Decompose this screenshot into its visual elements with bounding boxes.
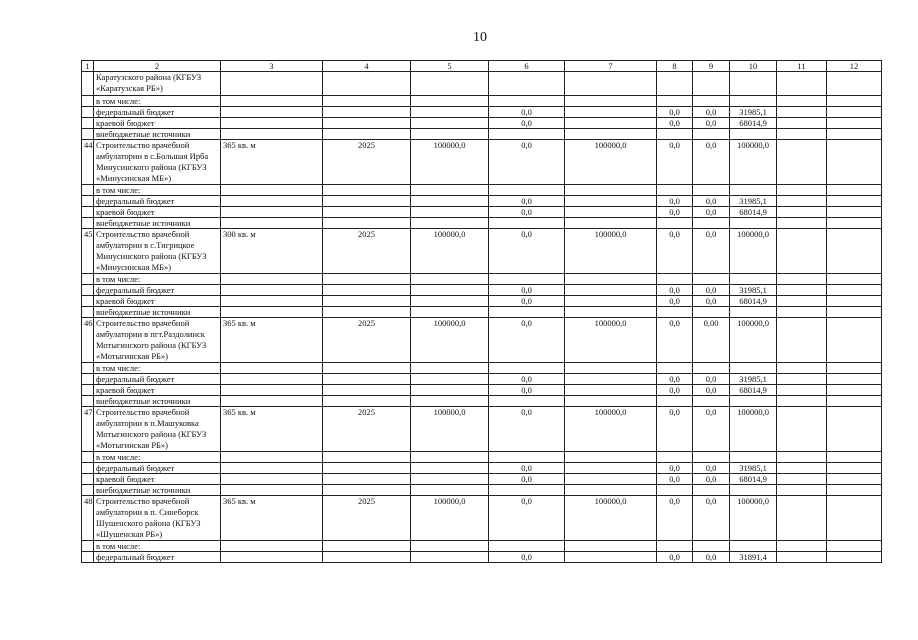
- value-cell: 31985,1: [730, 285, 777, 296]
- header-cell: 10: [730, 61, 777, 72]
- value-cell: 0,0: [657, 107, 693, 118]
- value-cell: 100000,0: [730, 229, 777, 274]
- header-cell: 11: [777, 61, 827, 72]
- header-cell: 4: [323, 61, 411, 72]
- value-cell: 100000,0: [411, 318, 489, 363]
- regional-row: [82, 385, 882, 396]
- value-cell: 0,0: [693, 196, 730, 207]
- extrabudget-row: [82, 396, 882, 407]
- value-cell: 0,0: [693, 107, 730, 118]
- value-cell: 0,0: [657, 474, 693, 485]
- value-cell: 68014,9: [730, 118, 777, 129]
- value-cell: 0,0: [489, 229, 565, 274]
- value-cell: 0,0: [489, 463, 565, 474]
- item-name: Строительство врачебной амбулатории в п.Машуковка Мотыгинского района (КГБУЗ «Мотыгинская РБ»): [94, 407, 221, 452]
- value-cell: 0,0: [657, 552, 693, 563]
- item-row: [82, 318, 882, 363]
- value-cell: 0,0: [489, 196, 565, 207]
- value-cell: 0,0: [657, 318, 693, 363]
- value-cell: 0,0: [657, 296, 693, 307]
- value-cell: 0,0: [693, 229, 730, 274]
- value-cell: 0,0: [657, 374, 693, 385]
- value-cell: 0,0: [657, 496, 693, 541]
- item-area: 300 кв. м: [221, 229, 323, 274]
- extrabudget-label: внебюджетные источники: [94, 485, 221, 496]
- federal-row: [82, 552, 882, 563]
- item-row: [82, 140, 882, 185]
- regional-row: [82, 474, 882, 485]
- incl-row: [82, 541, 882, 552]
- item-number: 47: [82, 407, 94, 452]
- incl-label: в том числе:: [94, 363, 221, 374]
- item-name: Каратузского района (КГБУЗ «Каратузская РБ»): [94, 72, 221, 96]
- federal-label: федеральный бюджет: [94, 463, 221, 474]
- value-cell: 0,0: [489, 285, 565, 296]
- regional-label: краевой бюджет: [94, 385, 221, 396]
- item-number: 46: [82, 318, 94, 363]
- federal-row: [82, 107, 882, 118]
- value-cell: 31985,1: [730, 463, 777, 474]
- value-cell: 0,0: [693, 463, 730, 474]
- header-row: [82, 61, 882, 72]
- value-cell: 0,0: [657, 463, 693, 474]
- value-cell: 0,0: [657, 407, 693, 452]
- item-row: [82, 496, 882, 541]
- value-cell: 0,0: [489, 207, 565, 218]
- extrabudget-row: [82, 218, 882, 229]
- item-name: Строительство врачебной амбулатории в с.Большая Ирба Минусинского района (КГБУЗ «Минусинская МБ»): [94, 140, 221, 185]
- incl-row: [82, 363, 882, 374]
- value-cell: 0,0: [489, 296, 565, 307]
- extrabudget-label: внебюджетные источники: [94, 396, 221, 407]
- item-area: 365 кв. м: [221, 496, 323, 541]
- value-cell: 0,0: [489, 107, 565, 118]
- item-name: Строительство врачебной амбулатории в с.Тигрицкое Минусинского района (КГБУЗ «Минусинская МБ»): [94, 229, 221, 274]
- value-cell: 0,0: [693, 407, 730, 452]
- item-name: Строительство врачебной амбулатории в пгт.Раздолинск Мотыгинского района (КГБУЗ «Мотыгинская РБ»): [94, 318, 221, 363]
- regional-label: краевой бюджет: [94, 118, 221, 129]
- item-number: 45: [82, 229, 94, 274]
- item-year: 2025: [323, 140, 411, 185]
- header-cell: 5: [411, 61, 489, 72]
- value-cell: 100000,0: [411, 140, 489, 185]
- value-cell: 0,0: [657, 196, 693, 207]
- federal-row: [82, 374, 882, 385]
- incl-row: [82, 185, 882, 196]
- value-cell: 100000,0: [565, 229, 657, 274]
- value-cell: 0,0: [489, 552, 565, 563]
- header-cell: 1: [82, 61, 94, 72]
- value-cell: 0,0: [693, 385, 730, 396]
- federal-label: федеральный бюджет: [94, 107, 221, 118]
- value-cell: 100000,0: [565, 407, 657, 452]
- value-cell: 100000,0: [565, 140, 657, 185]
- value-cell: 100000,0: [411, 496, 489, 541]
- item-area: 365 кв. м: [221, 407, 323, 452]
- item-row: [82, 407, 882, 452]
- value-cell: 0,0: [489, 118, 565, 129]
- value-cell: 68014,9: [730, 385, 777, 396]
- value-cell: 0,0: [489, 374, 565, 385]
- value-cell: 100000,0: [565, 496, 657, 541]
- extrabudget-label: внебюджетные источники: [94, 129, 221, 140]
- item-number: 44: [82, 140, 94, 185]
- federal-label: федеральный бюджет: [94, 552, 221, 563]
- value-cell: 68014,9: [730, 474, 777, 485]
- item-area: 365 кв. м: [221, 318, 323, 363]
- regional-label: краевой бюджет: [94, 474, 221, 485]
- value-cell: 68014,9: [730, 207, 777, 218]
- incl-label: в том числе:: [94, 96, 221, 107]
- header-cell: 6: [489, 61, 565, 72]
- extrabudget-row: [82, 485, 882, 496]
- regional-label: краевой бюджет: [94, 296, 221, 307]
- incl-label: в том числе:: [94, 541, 221, 552]
- value-cell: 0,0: [693, 285, 730, 296]
- federal-row: [82, 196, 882, 207]
- header-cell: 7: [565, 61, 657, 72]
- item-year: 2025: [323, 496, 411, 541]
- value-cell: 0,0: [657, 229, 693, 274]
- item-row: [82, 72, 882, 96]
- value-cell: 0,0: [489, 318, 565, 363]
- item-number: 48: [82, 496, 94, 541]
- item-year: 2025: [323, 407, 411, 452]
- incl-row: [82, 452, 882, 463]
- value-cell: 31985,1: [730, 196, 777, 207]
- federal-label: федеральный бюджет: [94, 374, 221, 385]
- item-year: 2025: [323, 229, 411, 274]
- value-cell: 0,0: [693, 118, 730, 129]
- federal-row: [82, 285, 882, 296]
- header-cell: 3: [221, 61, 323, 72]
- header-cell: 8: [657, 61, 693, 72]
- value-cell: 0,0: [489, 474, 565, 485]
- regional-row: [82, 118, 882, 129]
- value-cell: 0,0: [489, 140, 565, 185]
- incl-row: [82, 274, 882, 285]
- regional-label: краевой бюджет: [94, 207, 221, 218]
- value-cell: 100000,0: [411, 229, 489, 274]
- incl-row: [82, 96, 882, 107]
- value-cell: 0,0: [693, 140, 730, 185]
- value-cell: 0,0: [693, 474, 730, 485]
- header-cell: 9: [693, 61, 730, 72]
- value-cell: 100000,0: [730, 496, 777, 541]
- value-cell: 100000,0: [730, 318, 777, 363]
- value-cell: 0,0: [657, 140, 693, 185]
- value-cell: 0,0: [693, 207, 730, 218]
- regional-row: [82, 296, 882, 307]
- item-name: Строительство врачебной амбулатории в п. Синеборск Шушенского района (КГБУЗ «Шушенская РБ»): [94, 496, 221, 541]
- value-cell: 0,0: [657, 285, 693, 296]
- federal-label: федеральный бюджет: [94, 196, 221, 207]
- value-cell: 100000,0: [730, 407, 777, 452]
- value-cell: 0,0: [489, 385, 565, 396]
- extrabudget-label: внебюджетные источники: [94, 307, 221, 318]
- regional-row: [82, 207, 882, 218]
- header-cell: 12: [827, 61, 882, 72]
- extrabudget-row: [82, 129, 882, 140]
- value-cell: 0,00: [693, 318, 730, 363]
- header-cell: 2: [94, 61, 221, 72]
- value-cell: 0,0: [489, 407, 565, 452]
- value-cell: 0,0: [693, 374, 730, 385]
- incl-label: в том числе:: [94, 452, 221, 463]
- federal-label: федеральный бюджет: [94, 285, 221, 296]
- value-cell: 0,0: [693, 552, 730, 563]
- value-cell: 31985,1: [730, 107, 777, 118]
- extrabudget-label: внебюджетные источники: [94, 218, 221, 229]
- value-cell: 31985,1: [730, 374, 777, 385]
- item-row: [82, 229, 882, 274]
- value-cell: 0,0: [657, 118, 693, 129]
- value-cell: 31891,4: [730, 552, 777, 563]
- page-number: 10: [473, 30, 487, 45]
- budget-table: [81, 60, 882, 563]
- value-cell: 0,0: [489, 496, 565, 541]
- incl-label: в том числе:: [94, 185, 221, 196]
- federal-row: [82, 463, 882, 474]
- value-cell: 0,0: [657, 207, 693, 218]
- item-area: 365 кв. м: [221, 140, 323, 185]
- extrabudget-row: [82, 307, 882, 318]
- value-cell: 0,0: [693, 296, 730, 307]
- value-cell: 100000,0: [730, 140, 777, 185]
- value-cell: 100000,0: [565, 318, 657, 363]
- value-cell: 100000,0: [411, 407, 489, 452]
- value-cell: 0,0: [657, 385, 693, 396]
- value-cell: 68014,9: [730, 296, 777, 307]
- item-year: 2025: [323, 318, 411, 363]
- value-cell: 0,0: [693, 496, 730, 541]
- incl-label: в том числе:: [94, 274, 221, 285]
